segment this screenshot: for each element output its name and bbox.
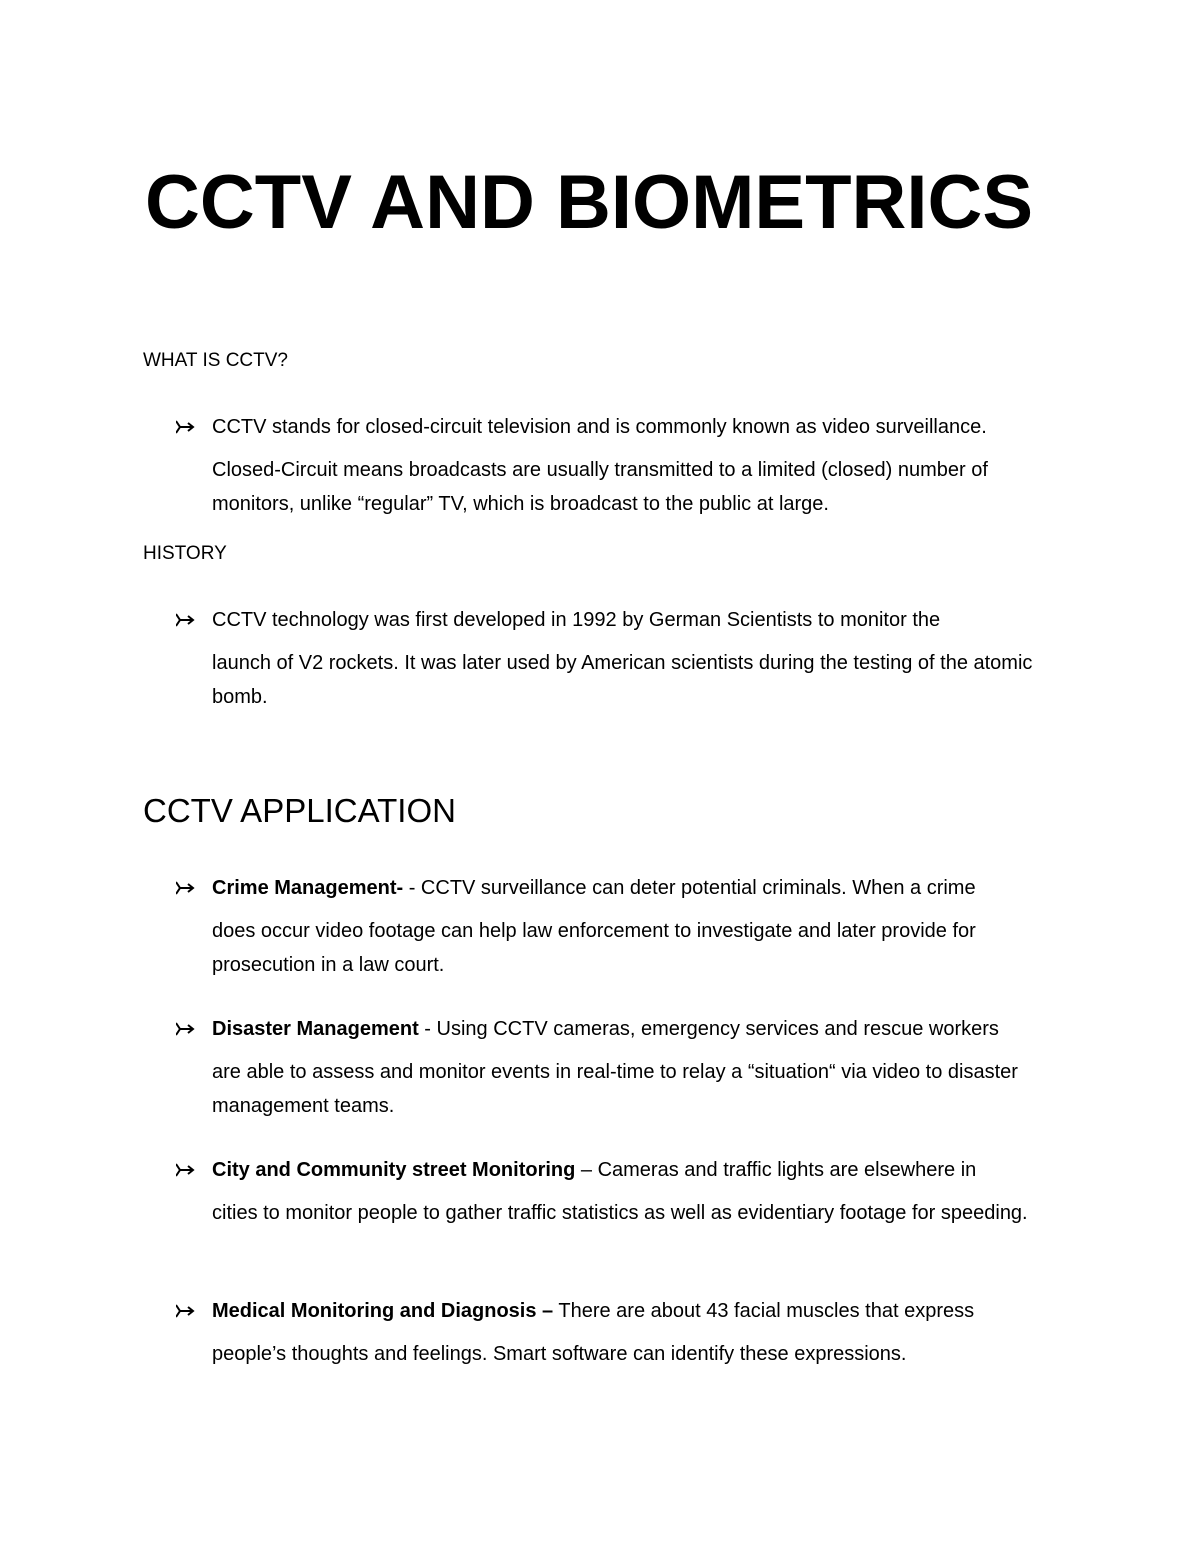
bullet-text [212,1016,1072,1123]
document-title: CCTV AND BIOMETRICS [145,160,1034,245]
bullet-continuation: launch of V2 rockets. It was later used by American scientists during the testing of the atomic bomb. [212,652,1033,708]
bullet-first-line: There are about 43 facial muscles that express [553,1300,975,1322]
arrow-bullet-icon [176,613,196,627]
bullet-continuation: people’s thoughts and feelings. Smart software can identify these expressions. [212,1343,907,1365]
bullet-text [212,414,1072,521]
bullet-continuation: does occur video footage can help law enforcement to investigate and later provide for prosecution in a law court. [212,920,976,976]
arrow-bullet-icon [176,1163,196,1177]
bullet-continuation: Closed-Circuit means broadcasts are usually transmitted to a limited (closed) number of monitors, unlike “regular” TV, which is broadcast to the public at large. [212,459,988,515]
arrow-bullet-icon [176,1022,196,1036]
bullet-first-line: CCTV technology was first developed in 1992 by German Scientists to monitor the [212,609,941,631]
arrow-bullet-icon [176,881,196,895]
bullet-first-line: - CCTV surveillance can deter potential criminals. When a crime [403,877,976,899]
bullet-text [212,607,1072,714]
bullet-text [212,1157,1072,1230]
section-heading-what-is-cctv: WHAT IS CCTV? [143,350,288,371]
bullet-text [212,875,1072,982]
bullet-text [212,1298,1072,1371]
bullet-first-line: - Using CCTV cameras, emergency services and rescue workers [418,1018,999,1040]
bullet-first-line: CCTV stands for closed-circuit television and is commonly known as video surveillance. [212,416,987,438]
section-heading-history: HISTORY [143,543,227,564]
arrow-bullet-icon [176,420,196,434]
bullet-first-line: – Cameras and traffic lights are elsewhere in [575,1159,977,1181]
bullet-label: Crime Management- [212,877,404,899]
arrow-bullet-icon [176,1304,196,1318]
bullet-continuation: cities to monitor people to gather traffic statistics as well as evidentiary footage for speeding. [212,1202,1028,1224]
bullet-label: City and Community street Monitoring [212,1159,576,1181]
bullet-continuation: are able to assess and monitor events in real-time to relay a “situation“ via video to disaster management teams. [212,1061,1018,1117]
section-heading-cctv-application: CCTV APPLICATION [143,792,456,829]
bullet-label: Medical Monitoring and Diagnosis – [212,1300,554,1322]
bullet-label: Disaster Management [212,1018,419,1040]
